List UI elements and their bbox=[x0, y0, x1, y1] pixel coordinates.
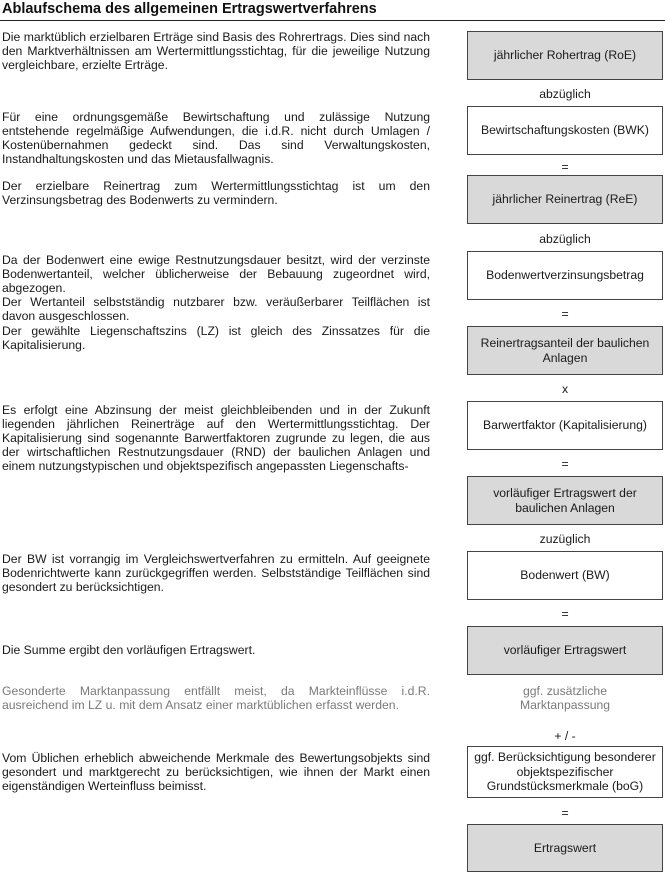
flow-box-ertragswert: Ertragswert bbox=[467, 824, 663, 872]
flow-box-rohertrag: jährlicher Rohertrag (RoE) bbox=[467, 31, 663, 80]
paragraph-bewirtschaftungskosten: Für eine ordnungsgemäße Bewirtschaftung und zulässige Nutzung entstehende regelmäßige Aufwendungen, die i.d.R. nicht durch Umlagen / Kostenübernahmen gedeckt sind. Das sind Verwaltungskosten, Instandhaltungskosten und das Mietausfallwagnis. bbox=[2, 110, 430, 166]
paragraph-bodenwert: Der BW ist vorrangig im Vergleichswertverfahren zu ermitteln. Auf geeignete Bodenrichtwerte kann zurückgegriffen werden. Selbstständige Teilflächen sind gesondert zu berücksichtigen. bbox=[2, 552, 430, 594]
connector-equals: = bbox=[561, 160, 569, 174]
connector-equals: = bbox=[561, 806, 569, 820]
paragraph-reinertrag: Der erzielbare Reinertrag zum Wertermittlungsstichtag ist um den Verzinsungsbetrag des Bodenwerts zu vermindern. bbox=[2, 179, 430, 207]
paragraph-marktanpassung: Gesonderte Marktanpassung entfällt meist, da Markteinflüsse i.d.R. ausreichend im LZ u. mit dem Ansatz einer marktüblichen erfasst werden. bbox=[2, 684, 430, 712]
flow-box-reinertragsanteil: Reinertragsanteil der baulichen Anlagen bbox=[467, 326, 663, 375]
flow-box-bodenwert: Bodenwert (BW) bbox=[467, 551, 663, 600]
flow-box-vorlaeufiger-ertragswert-bauliche-anlagen: vorläufiger Ertragswert der baulichen Anlagen bbox=[467, 476, 663, 525]
flow-box-vorlaeufiger-ertragswert: vorläufiger Ertragswert bbox=[467, 626, 663, 675]
paragraph-kapitalisierung: Es erfolgt eine Abzinsung der meist gleichbleibenden und in der Zukunft liegenden jährlichen Reinerträge auf den Wertermittlungsstichtag. Der Kapitalisierung sind sogenannte Barwertfaktoren zugrunde zu legen, die aus der wirtschaftlichen Restnutzungsdauer (RND) der baulichen Anlagen und einem nutzungstypischen und objektspezifisch angepassten Liegenschafts- bbox=[2, 404, 430, 473]
flow-box-bog: ggf. Berücksichtigung besonderer objektspezifischer Grundstücksmerkmale (boG) bbox=[467, 746, 663, 798]
connector-abzueglich: abzüglich bbox=[539, 232, 591, 246]
flow-box-reinertrag: jährlicher Reinertrag (ReE) bbox=[467, 175, 663, 224]
connector-equals: = bbox=[561, 307, 569, 321]
paragraph-summe: Die Summe ergibt den vorläufigen Ertragswert. bbox=[2, 643, 256, 657]
connector-abzueglich: abzüglich bbox=[539, 87, 591, 101]
flow-box-bodenwertverzinsung: Bodenwertverzinsungsbetrag bbox=[467, 251, 663, 300]
page-title: Ablaufschema des allgemeinen Ertragswertverfahrens bbox=[2, 1, 377, 17]
connector-zuzueglich: zuzüglich bbox=[539, 532, 591, 546]
title-underline bbox=[0, 20, 665, 21]
flow-label-marktanpassung: ggf. zusätzliche Marktanpassung bbox=[519, 684, 611, 712]
connector-equals: = bbox=[561, 607, 569, 621]
connector-plus-minus: + / - bbox=[554, 729, 576, 743]
paragraph-rohertrag: Die marktüblich erzielbaren Erträge sind Basis des Rohrertrags. Dies sind nach den Marktverhältnissen am Wertermittlungsstichtag, für die jeweilige Nutzung vergleichbare, erzielte Erträge. bbox=[2, 30, 430, 72]
paragraph-bog: Vom Üblichen erheblich abweichende Merkmale des Bewertungsobjekts sind gesondert und marktgerecht zu berücksichtigen, wie ihnen der Markt einen eigenständigen Werteinfluss beimisst. bbox=[2, 751, 430, 793]
paragraph-bodenwertverzinsung: Da der Bodenwert eine ewige Restnutzungsdauer besitzt, wird der verzinste Bodenwertanteil, welcher üblicherweise der Bebauung zugeordnet wird, abgezogen. bbox=[2, 253, 430, 295]
connector-multiply: x bbox=[561, 382, 569, 396]
paragraph-liegenschaftszins: Der gewählte Liegenschaftszins (LZ) ist gleich des Zinssatzes für die Kapitalisierung. bbox=[2, 324, 430, 352]
paragraph-teilflaechen: Der Wertanteil selbstständig nutzbarer bzw. veräußerbarer Teilflächen ist davon ausgeschlossen. bbox=[2, 295, 430, 323]
flow-box-barwertfaktor: Barwertfaktor (Kapitalisierung) bbox=[467, 401, 663, 450]
flow-box-bewirtschaftungskosten: Bewirtschaftungskosten (BWK) bbox=[467, 106, 663, 155]
connector-equals: = bbox=[561, 457, 569, 471]
